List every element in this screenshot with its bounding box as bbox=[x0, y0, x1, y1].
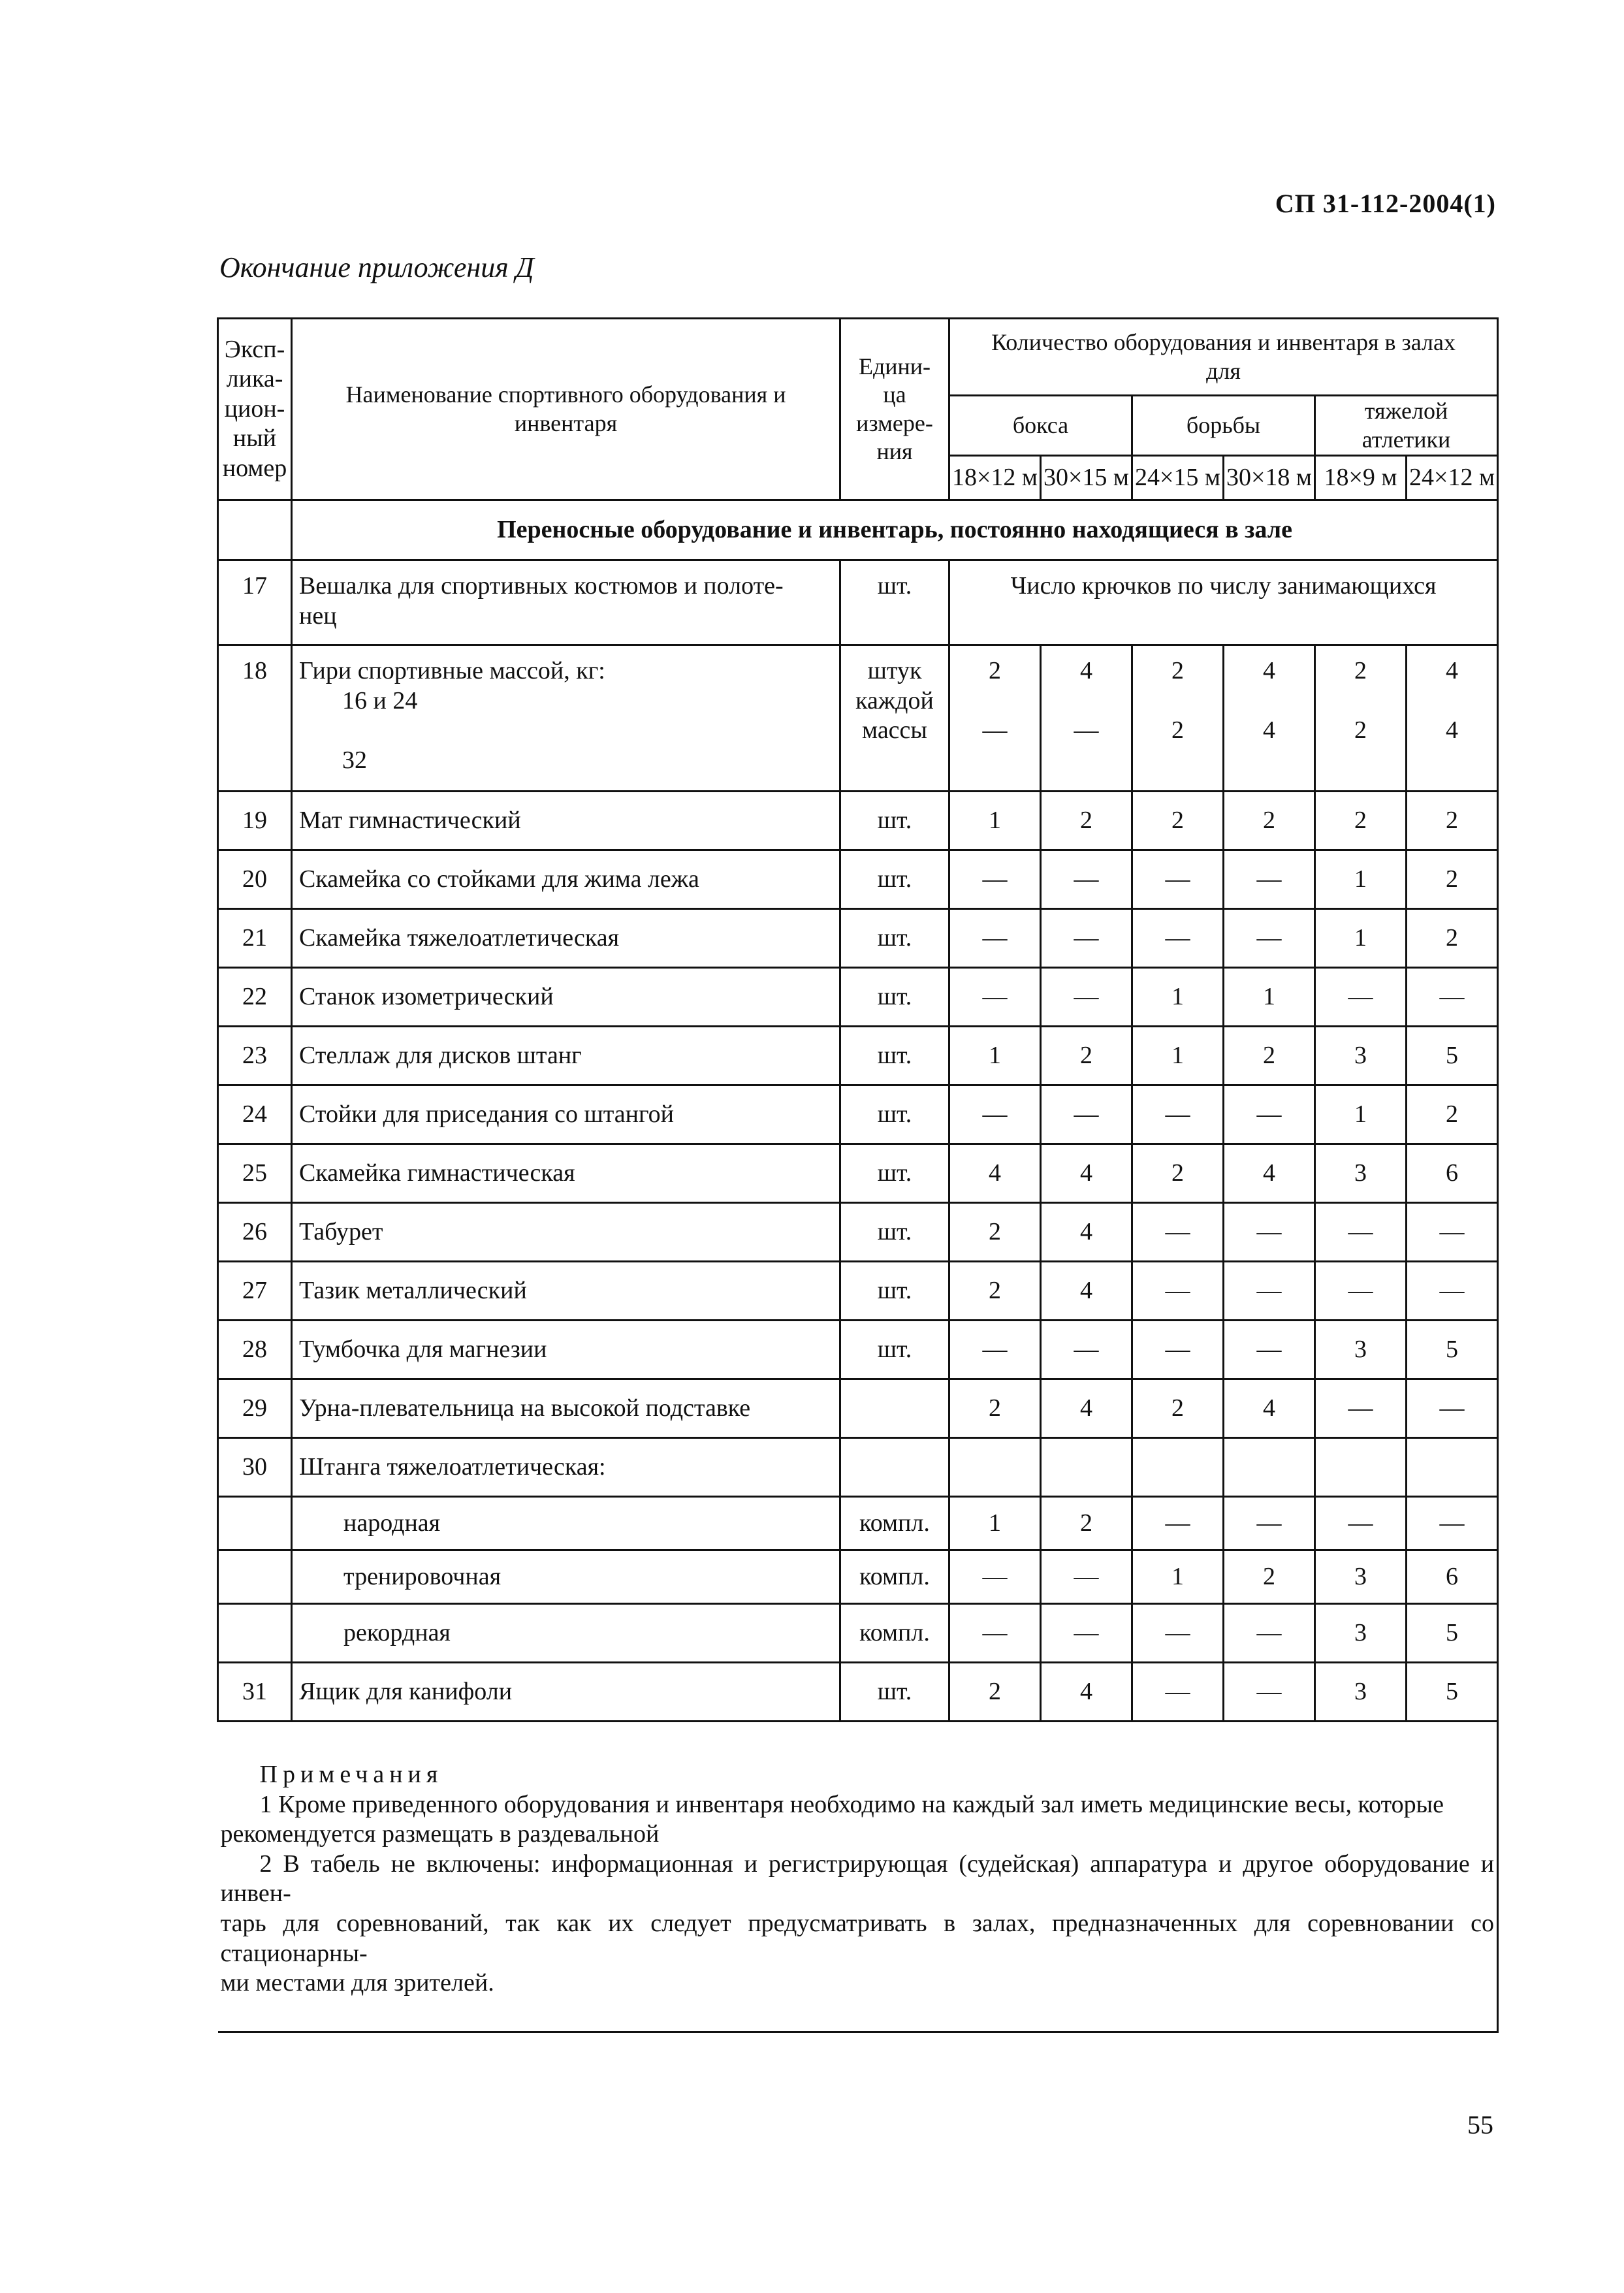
row-name: народная bbox=[292, 1497, 840, 1550]
row-value: — bbox=[1407, 1262, 1498, 1321]
header-size-3: 24×15 м bbox=[1132, 456, 1224, 500]
header-size-5: 18×9 м bbox=[1315, 456, 1407, 500]
row-value: — bbox=[1315, 1262, 1407, 1321]
row-name: Скамейка гимнастическая bbox=[292, 1144, 840, 1203]
row-value: — bbox=[1041, 909, 1132, 968]
row-value: 3 bbox=[1315, 1604, 1407, 1663]
row-value: 2 bbox=[1407, 1085, 1498, 1144]
row-value: 6 bbox=[1407, 1144, 1498, 1203]
row-value: 3 bbox=[1315, 1144, 1407, 1203]
row-value: 5 bbox=[1407, 1663, 1498, 1722]
table-row bbox=[218, 1497, 1498, 1550]
row-value: 4 4 bbox=[1407, 645, 1498, 792]
row-value: 2 bbox=[1224, 1550, 1315, 1604]
row-num: 27 bbox=[218, 1262, 292, 1321]
row-value bbox=[1041, 1438, 1132, 1497]
row-value: 5 bbox=[1407, 1604, 1498, 1663]
row-value: — bbox=[1224, 1497, 1315, 1550]
note-2: 2 В табель не включены: информационная и регистрирующая (судейская) аппаратура и другое оборудование и инвен- тарь для соревнований, так как их следует предусматривать в залах, предназначенных для соревновании со стационарны- ми местами для зрителей. bbox=[220, 1850, 1495, 1997]
row-num: 23 bbox=[218, 1027, 292, 1085]
row-num: 20 bbox=[218, 850, 292, 909]
row-name: Табурет bbox=[292, 1203, 840, 1262]
header-size-1: 18×12 м bbox=[949, 456, 1041, 500]
row-value: — bbox=[1132, 1262, 1224, 1321]
row-value: 1 bbox=[1315, 1085, 1407, 1144]
row-value: 3 bbox=[1315, 1321, 1407, 1379]
row-num: 25 bbox=[218, 1144, 292, 1203]
row-name: рекордная bbox=[292, 1604, 840, 1663]
table-row bbox=[218, 1262, 1498, 1321]
row-value: 2 bbox=[1224, 792, 1315, 850]
row-value: — bbox=[1407, 1379, 1498, 1438]
row-value: 1 bbox=[1132, 1550, 1224, 1604]
row-value: — bbox=[1224, 1262, 1315, 1321]
row-value: — bbox=[1224, 1604, 1315, 1663]
row-value: — bbox=[1224, 1085, 1315, 1144]
row-value: 3 bbox=[1315, 1550, 1407, 1604]
row-num: 24 bbox=[218, 1085, 292, 1144]
row-name: Гири спортивные массой, кг: 16 и 24 32 bbox=[292, 645, 840, 792]
notes-title: Примечания bbox=[259, 1761, 443, 1788]
row-value: — bbox=[1041, 1604, 1132, 1663]
page-number: 55 bbox=[1467, 2110, 1493, 2140]
header-quantity: Количество оборудования и инвентаря в залах для bbox=[949, 319, 1498, 396]
row-num: 30 bbox=[218, 1438, 292, 1497]
row-unit: шт. bbox=[840, 1027, 949, 1085]
row-value: 2 bbox=[1315, 792, 1407, 850]
table-body bbox=[218, 792, 1498, 1722]
row-value: — bbox=[1224, 1663, 1315, 1722]
equipment-table bbox=[217, 317, 1499, 2033]
row-value: — bbox=[1041, 850, 1132, 909]
row-value: — bbox=[949, 1321, 1041, 1379]
note-1: 1 Кроме приведенного оборудования и инвентаря необходимо на каждый зал иметь медицинские весы, которые рекомендуется размещать в раздевальной bbox=[220, 1790, 1444, 1848]
notes-row bbox=[218, 1722, 1498, 2032]
row-value: — bbox=[1132, 1604, 1224, 1663]
row-value: — bbox=[1041, 1550, 1132, 1604]
row-name: Скамейка тяжелоатлетическая bbox=[292, 909, 840, 968]
table-row bbox=[218, 1144, 1498, 1203]
row-value: 2 bbox=[1041, 1497, 1132, 1550]
header-equipment-name: Наименование спортивного оборудования и инвентаря bbox=[292, 319, 840, 500]
row-value bbox=[1407, 1438, 1498, 1497]
row-value: 2 bbox=[1132, 1379, 1224, 1438]
row-unit: шт. bbox=[840, 1144, 949, 1203]
row-value: 2 bbox=[1224, 1027, 1315, 1085]
row-value: 1 bbox=[949, 1497, 1041, 1550]
appendix-title: Окончание приложения Д bbox=[219, 251, 534, 283]
row-value: — bbox=[949, 1550, 1041, 1604]
row-value: — bbox=[1224, 909, 1315, 968]
row-value: 4 bbox=[1224, 1144, 1315, 1203]
row-value: 2 bbox=[1041, 792, 1132, 850]
row-value: — bbox=[1132, 909, 1224, 968]
row-unit: шт. bbox=[840, 560, 949, 645]
row-num: 26 bbox=[218, 1203, 292, 1262]
header-explication-number: Эксп- лика- цион- ный номер bbox=[218, 319, 292, 500]
row-value: 2 bbox=[949, 1262, 1041, 1321]
notes bbox=[218, 1722, 1498, 2032]
row-value: 1 bbox=[1315, 850, 1407, 909]
row-value: — bbox=[1315, 968, 1407, 1027]
row-value: — bbox=[1407, 1203, 1498, 1262]
row-name: Ящик для канифоли bbox=[292, 1663, 840, 1722]
row-num: 28 bbox=[218, 1321, 292, 1379]
row-value: — bbox=[1132, 1663, 1224, 1722]
row-value: 1 bbox=[1132, 1027, 1224, 1085]
row-value: 2 bbox=[1407, 850, 1498, 909]
row-num: 18 bbox=[218, 645, 292, 792]
row-value: 2 bbox=[1132, 792, 1224, 850]
row-name: Тазик металлический bbox=[292, 1262, 840, 1321]
row-value: 4 bbox=[1041, 1262, 1132, 1321]
row-unit: шт. bbox=[840, 968, 949, 1027]
document-code: СП 31-112-2004(1) bbox=[1275, 189, 1496, 218]
row-value: 4 4 bbox=[1224, 645, 1315, 792]
row-name: Скамейка со стойками для жима лежа bbox=[292, 850, 840, 909]
row-value: 4 bbox=[1041, 1663, 1132, 1722]
row-value: — bbox=[1224, 850, 1315, 909]
row-num bbox=[218, 1550, 292, 1604]
row-unit: шт. bbox=[840, 1663, 949, 1722]
table-row bbox=[218, 968, 1498, 1027]
row-num: 22 bbox=[218, 968, 292, 1027]
row-unit bbox=[840, 1379, 949, 1438]
row-value: — bbox=[1407, 968, 1498, 1027]
header-row-1 bbox=[218, 319, 1498, 396]
row-name: Стойки для приседания со штангой bbox=[292, 1085, 840, 1144]
row-num bbox=[218, 1604, 292, 1663]
header-size-6: 24×12 м bbox=[1407, 456, 1498, 500]
header-group-weightlifting: тяжелой атлетики bbox=[1315, 396, 1498, 456]
row-value: 6 bbox=[1407, 1550, 1498, 1604]
row-num bbox=[218, 1497, 292, 1550]
row-value: 2 bbox=[1041, 1027, 1132, 1085]
row-name: Стеллаж для дисков штанг bbox=[292, 1027, 840, 1085]
row-name: Штанга тяжелоатлетическая: bbox=[292, 1438, 840, 1497]
header-group-boxing: бокса bbox=[949, 396, 1132, 456]
row-value: 4 bbox=[1041, 1379, 1132, 1438]
header-unit: Едини- ца измере- ния bbox=[840, 319, 949, 500]
row-value: — bbox=[949, 1085, 1041, 1144]
row-value: 5 bbox=[1407, 1027, 1498, 1085]
row-name: тренировочная bbox=[292, 1550, 840, 1604]
row-value: — bbox=[949, 909, 1041, 968]
row-value: 2 2 bbox=[1315, 645, 1407, 792]
row-num: 29 bbox=[218, 1379, 292, 1438]
row-name: Станок изометрический bbox=[292, 968, 840, 1027]
row-value: — bbox=[949, 850, 1041, 909]
row-value: 1 bbox=[1315, 909, 1407, 968]
row-value bbox=[1224, 1438, 1315, 1497]
row-value bbox=[949, 1438, 1041, 1497]
header-size-2: 30×15 м bbox=[1041, 456, 1132, 500]
row-value: 2 bbox=[949, 1663, 1041, 1722]
row-unit: шт. bbox=[840, 1203, 949, 1262]
row-value: — bbox=[1132, 1203, 1224, 1262]
row-num: 21 bbox=[218, 909, 292, 968]
row-value: — bbox=[1132, 1085, 1224, 1144]
row-unit: шт. bbox=[840, 792, 949, 850]
row-value: 2 bbox=[1407, 909, 1498, 968]
row-value: — bbox=[1315, 1379, 1407, 1438]
table-row bbox=[218, 645, 1498, 792]
row-value: — bbox=[1224, 1321, 1315, 1379]
table-row bbox=[218, 1379, 1498, 1438]
row-value: 2 bbox=[1407, 792, 1498, 850]
row-value: — bbox=[1132, 850, 1224, 909]
row-value: 2 bbox=[949, 1203, 1041, 1262]
row-value: 1 bbox=[949, 1027, 1041, 1085]
table-row bbox=[218, 909, 1498, 968]
row-name: Тумбочка для магнезии bbox=[292, 1321, 840, 1379]
row-value: 1 bbox=[1224, 968, 1315, 1027]
row-num: 19 bbox=[218, 792, 292, 850]
table-row bbox=[218, 1321, 1498, 1379]
row-note: Число крючков по числу занимающихся bbox=[949, 560, 1498, 645]
row-value: 4 bbox=[949, 1144, 1041, 1203]
row-unit: шт. bbox=[840, 1321, 949, 1379]
table-row bbox=[218, 1438, 1498, 1497]
row-num: 17 bbox=[218, 560, 292, 645]
row-value: 4 — bbox=[1041, 645, 1132, 792]
row-value: — bbox=[1315, 1497, 1407, 1550]
header-group-wrestling: борьбы bbox=[1132, 396, 1315, 456]
section-num-cell bbox=[218, 500, 292, 560]
row-value bbox=[1315, 1438, 1407, 1497]
row-unit: шт. bbox=[840, 1262, 949, 1321]
row-value: — bbox=[1132, 1321, 1224, 1379]
row-value: — bbox=[1132, 1497, 1224, 1550]
header-size-4: 30×18 м bbox=[1224, 456, 1315, 500]
row-value: 5 bbox=[1407, 1321, 1498, 1379]
table-row bbox=[218, 1604, 1498, 1663]
row-value: 4 bbox=[1224, 1379, 1315, 1438]
row-unit: штук каждой массы bbox=[840, 645, 949, 792]
row-name: Мат гимнастический bbox=[292, 792, 840, 850]
section-title: Переносные оборудование и инвентарь, постоянно находящиеся в зале bbox=[292, 500, 1498, 560]
table-row bbox=[218, 560, 1498, 645]
row-value: 1 bbox=[1132, 968, 1224, 1027]
table-row bbox=[218, 1027, 1498, 1085]
table-row bbox=[218, 1550, 1498, 1604]
row-value: 2 — bbox=[949, 645, 1041, 792]
section-row bbox=[218, 500, 1498, 560]
row-value: — bbox=[949, 968, 1041, 1027]
row-unit: шт. bbox=[840, 909, 949, 968]
row-value: — bbox=[1224, 1203, 1315, 1262]
row-num: 31 bbox=[218, 1663, 292, 1722]
row-value: 3 bbox=[1315, 1663, 1407, 1722]
row-value: — bbox=[1407, 1497, 1498, 1550]
table-row bbox=[218, 850, 1498, 909]
row-value: — bbox=[949, 1604, 1041, 1663]
row-value bbox=[1132, 1438, 1224, 1497]
table-row bbox=[218, 792, 1498, 850]
row-name: Вешалка для спортивных костюмов и полоте- нец bbox=[292, 560, 840, 645]
table-row bbox=[218, 1203, 1498, 1262]
row-value: 1 bbox=[949, 792, 1041, 850]
row-unit: шт. bbox=[840, 1085, 949, 1144]
row-unit: компл. bbox=[840, 1604, 949, 1663]
row-unit: компл. bbox=[840, 1550, 949, 1604]
row-value: 3 bbox=[1315, 1027, 1407, 1085]
row-value: — bbox=[1041, 1321, 1132, 1379]
row-name: Урна-плевательница на высокой подставке bbox=[292, 1379, 840, 1438]
row-value: 4 bbox=[1041, 1203, 1132, 1262]
table-row bbox=[218, 1085, 1498, 1144]
row-value: — bbox=[1041, 968, 1132, 1027]
row-value: — bbox=[1315, 1203, 1407, 1262]
row-value: 2 bbox=[949, 1379, 1041, 1438]
row-unit: компл. bbox=[840, 1497, 949, 1550]
row-value: 4 bbox=[1041, 1144, 1132, 1203]
row-value: 2 2 bbox=[1132, 645, 1224, 792]
row-value: 2 bbox=[1132, 1144, 1224, 1203]
row-value: — bbox=[1041, 1085, 1132, 1144]
table-row bbox=[218, 1663, 1498, 1722]
row-unit: шт. bbox=[840, 850, 949, 909]
row-unit bbox=[840, 1438, 949, 1497]
